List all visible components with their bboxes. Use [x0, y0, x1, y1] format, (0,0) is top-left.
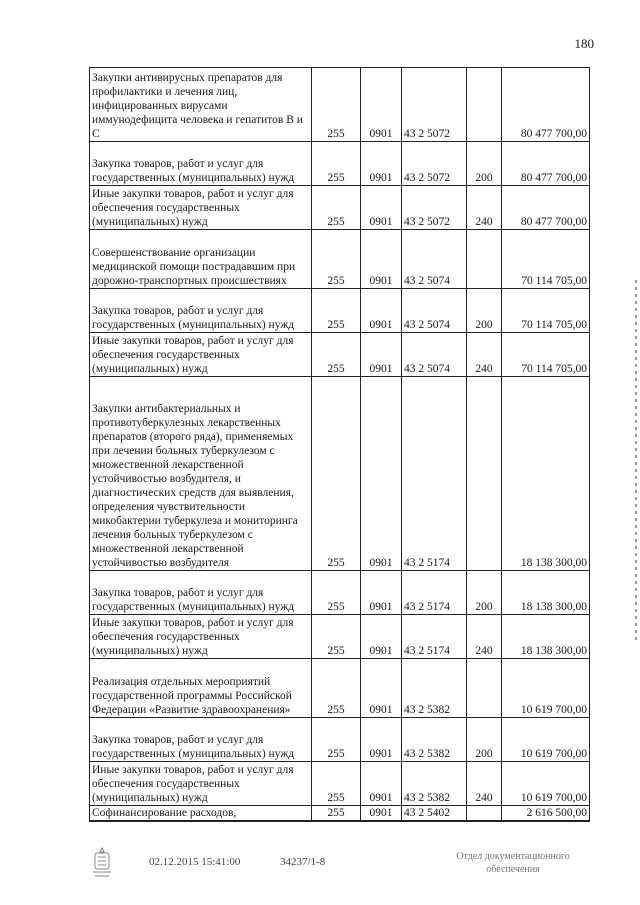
table-row: [90, 806, 590, 822]
row-code-target: 43 2 5074: [402, 333, 467, 377]
row-code-ministry: 255: [312, 377, 361, 571]
row-code-expense: 240: [467, 186, 502, 230]
row-code-target: 43 2 5382: [402, 659, 467, 718]
table-row: [90, 186, 590, 230]
table-row: [90, 571, 590, 615]
row-code-section: 0901: [361, 615, 402, 659]
table-row: [90, 762, 590, 806]
row-code-ministry: 255: [312, 333, 361, 377]
row-amount: 80 477 700,00: [502, 186, 590, 230]
row-name: Софинансирование расходов,: [90, 806, 312, 822]
row-code-target: 43 2 5174: [402, 571, 467, 615]
row-code-section: 0901: [361, 806, 402, 822]
table-row: [90, 615, 590, 659]
row-amount: 10 619 700,00: [502, 659, 590, 718]
row-code-ministry: 255: [312, 186, 361, 230]
row-code-ministry: 255: [312, 571, 361, 615]
row-code-section: 0901: [361, 333, 402, 377]
row-code-ministry: 255: [312, 806, 361, 822]
row-amount: 10 619 700,00: [502, 762, 590, 806]
row-code-section: 0901: [361, 289, 402, 333]
row-code-section: 0901: [361, 142, 402, 186]
row-name: Закупка товаров, работ и услуг для государственных (муниципальных) нужд: [90, 289, 312, 333]
row-code-ministry: 255: [312, 142, 361, 186]
row-code-expense: [467, 230, 502, 289]
row-code-section: 0901: [361, 762, 402, 806]
table-row: [90, 142, 590, 186]
row-name: Иные закупки товаров, работ и услуг для обеспечения государственных (муниципальных) нужд: [90, 186, 312, 230]
row-name: Закупки антивирусных препаратов для профилактики и лечения лиц, инфицированных вирусами иммунодефицита человека и гепатитов В и С: [90, 68, 312, 142]
table-row: [90, 289, 590, 333]
row-code-section: 0901: [361, 230, 402, 289]
row-code-target: 43 2 5174: [402, 377, 467, 571]
row-code-expense: [467, 659, 502, 718]
row-code-section: 0901: [361, 68, 402, 142]
row-code-target: 43 2 5382: [402, 718, 467, 762]
row-code-ministry: 255: [312, 762, 361, 806]
table-row: [90, 230, 590, 289]
row-code-target: 43 2 5072: [402, 186, 467, 230]
row-amount: 10 619 700,00: [502, 718, 590, 762]
budget-table-body: [90, 68, 590, 822]
row-code-expense: 200: [467, 571, 502, 615]
row-code-target: 43 2 5382: [402, 762, 467, 806]
coat-of-arms-icon: [90, 846, 114, 880]
row-amount: 80 477 700,00: [502, 142, 590, 186]
row-name: Закупка товаров, работ и услуг для государственных (муниципальных) нужд: [90, 571, 312, 615]
row-code-target: 43 2 5074: [402, 289, 467, 333]
stamp-line-1: Отдел документационного: [456, 851, 570, 862]
row-name: Закупки антибактериальных и противотуберкулезных лекарственных препаратов (второго ряда), применяемых при лечении больных туберкулезом с множественной лекарственной устойчивостью возбудителя, и диагностических средств для выявления, определения чувствительности микобактерии туберкулеза и мониторинга лечения больных туберкулезом с множественной лекарственной устойчивостью возбудителя: [90, 377, 312, 571]
row-code-ministry: 255: [312, 289, 361, 333]
table-row: [90, 333, 590, 377]
row-code-ministry: 255: [312, 68, 361, 142]
row-code-expense: [467, 68, 502, 142]
row-code-section: 0901: [361, 571, 402, 615]
table-row: [90, 718, 590, 762]
row-name: Закупка товаров, работ и услуг для государственных (муниципальных) нужд: [90, 718, 312, 762]
row-code-expense: 240: [467, 615, 502, 659]
row-amount: 18 138 300,00: [502, 377, 590, 571]
row-name: Иные закупки товаров, работ и услуг для обеспечения государственных (муниципальных) нужд: [90, 762, 312, 806]
department-stamp: [438, 850, 588, 876]
row-amount: 18 138 300,00: [502, 571, 590, 615]
row-code-section: 0901: [361, 377, 402, 571]
row-code-section: 0901: [361, 659, 402, 718]
row-code-expense: 240: [467, 762, 502, 806]
table-row: [90, 68, 590, 142]
budget-table: [89, 67, 590, 822]
row-amount: 2 616 500,00: [502, 806, 590, 822]
row-code-target: 43 2 5402: [402, 806, 467, 822]
row-name: Совершенствование организации медицинской помощи пострадавшим при дорожно-транспортных происшествиях: [90, 230, 312, 289]
table-row: [90, 659, 590, 718]
row-amount: 18 138 300,00: [502, 615, 590, 659]
row-code-section: 0901: [361, 718, 402, 762]
row-code-target: 43 2 5072: [402, 68, 467, 142]
row-code-expense: [467, 377, 502, 571]
row-code-expense: 200: [467, 142, 502, 186]
page-number: 180: [574, 36, 594, 51]
row-name: Иные закупки товаров, работ и услуг для обеспечения государственных (муниципальных) нужд: [90, 333, 312, 377]
row-name: Закупка товаров, работ и услуг для государственных (муниципальных) нужд: [90, 142, 312, 186]
row-code-section: 0901: [361, 186, 402, 230]
scan-edge-mark: [635, 280, 637, 640]
row-code-ministry: 255: [312, 615, 361, 659]
row-code-target: 43 2 5174: [402, 615, 467, 659]
stamp-line-2: обеспечения: [486, 864, 540, 875]
row-code-expense: 200: [467, 718, 502, 762]
row-code-ministry: 255: [312, 659, 361, 718]
table-row: [90, 377, 590, 571]
row-name: Иные закупки товаров, работ и услуг для обеспечения государственных (муниципальных) нужд: [90, 615, 312, 659]
row-code-expense: [467, 806, 502, 822]
row-code-ministry: 255: [312, 718, 361, 762]
row-amount: 70 114 705,00: [502, 289, 590, 333]
row-amount: 80 477 700,00: [502, 68, 590, 142]
row-amount: 70 114 705,00: [502, 333, 590, 377]
footer-datetime: 02.12.2015 15:41:00: [149, 856, 241, 868]
row-name: Реализация отдельных мероприятий государственной программы Российской Федерации «Развитие здравоохранения»: [90, 659, 312, 718]
row-code-expense: 200: [467, 289, 502, 333]
row-code-expense: 240: [467, 333, 502, 377]
row-code-ministry: 255: [312, 230, 361, 289]
row-code-target: 43 2 5074: [402, 230, 467, 289]
footer-doc-number: 34237/1-8: [280, 856, 326, 868]
row-amount: 70 114 705,00: [502, 230, 590, 289]
row-code-target: 43 2 5072: [402, 142, 467, 186]
